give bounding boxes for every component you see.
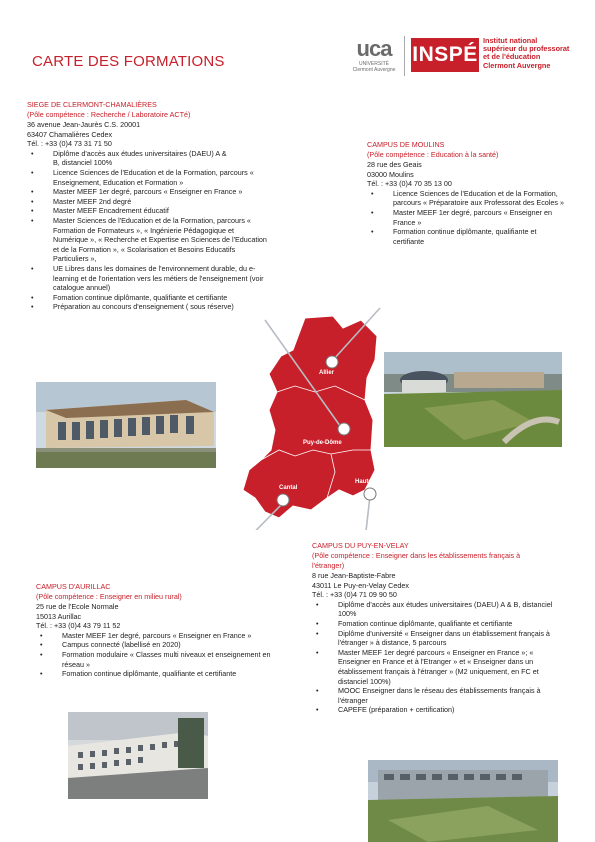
list-item: • Fomation continue diplômante, qualifiante et certifiante	[36, 669, 276, 679]
map-label-puy-de-dome: Puy-de-Dôme	[303, 440, 342, 446]
list-item: • Master MEEF 1er degré, parcours « Enseigner en France »	[367, 208, 567, 227]
list-item: • Fomation continue diplômante, qualifiante et certifiante	[27, 293, 267, 303]
map-svg	[235, 300, 405, 530]
address-line: 43011 Le Puy-en-Velay Cedex	[312, 580, 409, 590]
haute-loire-marker	[364, 488, 376, 500]
map-label-allier: Allier	[319, 370, 335, 376]
section-title: CAMPUS DU PUY-EN-VELAY	[312, 541, 409, 550]
photo-chamalieres	[36, 382, 216, 468]
list-item: • MOOC Enseigner dans le réseau des établissements français à l'étranger	[312, 686, 567, 705]
section-chamalieres	[27, 100, 267, 312]
list-item: • Master MEEF Encadrement éducatif	[27, 206, 267, 216]
photo-puy	[368, 760, 558, 842]
list-item: • Master Sciences de l'Education et de la Formation, parcours « Formation de Formateurs », « Ingénierie Pédagogique et Numérique », « Recherche et Expertise en Sciences de l'Education et de la Formation », « Scolarisation et Besoins Educatifs Particuliers »,	[27, 216, 267, 264]
section-aurillac	[36, 582, 276, 679]
list-item: • Licence Sciences de l'Education et de la Formation, parcours « Préparatoire aux Professorat des Ecoles »	[367, 189, 567, 208]
phone-line: Tél. : +33 (0)4 71 09 90 50	[312, 590, 397, 600]
inspe-line4: Clermont Auvergne	[483, 60, 551, 70]
logo-separator	[404, 36, 405, 76]
list-item: • Formation modulaire « Classes multi niveaux et enseignement en réseau »	[36, 650, 276, 669]
list-item: • Diplôme d'accès aux études universitaires (DAEU) A & B, distanciel 100%	[27, 149, 267, 168]
phone-line: Tél. : +33 (0)4 70 35 13 00	[367, 179, 452, 189]
photo-moulins	[384, 352, 562, 447]
photo-aurillac	[68, 712, 208, 799]
address-line: 25 rue de l'Ecole Normale	[36, 602, 119, 611]
uca-logo-sub2: Clermont Auvergne	[352, 66, 396, 73]
section-pole: (Pôle compétence : Education à la santé)	[367, 150, 499, 159]
puy-de-dome-marker	[338, 423, 350, 435]
list-item: • Formation continue diplômante, qualifiante et certifiante	[367, 227, 567, 246]
section-pole: (Pôle compétence : Enseigner en milieu rural)	[36, 592, 182, 601]
list-item: • Préparation au concours d'enseignement ( sous réserve)	[27, 302, 267, 312]
address-line: 03000 Moulins	[367, 169, 414, 179]
section-moulins	[367, 140, 567, 246]
phone-line: Tél. : +33 (0)4 43 79 11 52	[36, 621, 121, 631]
inspe-logo-box: INSPÉ	[411, 38, 479, 72]
list-item: • CAPEFE (préparation + certification)	[312, 705, 567, 715]
section-puy	[312, 541, 567, 715]
inspe-logo-text	[483, 37, 593, 70]
address-line: 8 rue Jean-Baptiste-Fabre	[312, 571, 396, 580]
formation-list	[367, 189, 567, 247]
list-item: • Master MEEF 2nd degré	[27, 197, 267, 207]
address-line: 28 rue des Geais	[367, 160, 422, 169]
list-item: • Master MEEF 1er degré, parcours « Enseigner en France »	[27, 187, 267, 197]
address-line: 15013 Aurillac	[36, 611, 82, 621]
cantal-marker	[277, 494, 289, 506]
list-item: • Diplôme d'accès aux études universitaires (DAEU) A & B, distanciel 100%	[312, 600, 567, 619]
section-title: SIEGE DE CLERMONT-CHAMALIÈRES	[27, 100, 157, 109]
list-item: • UE Libres dans les domaines de l'environnement durable, du e-learning et de l'orientation vers les métiers de l'enseignement (voir catalogue annuel)	[27, 264, 267, 293]
section-title: CAMPUS D'AURILLAC	[36, 582, 111, 591]
formation-list	[312, 600, 567, 715]
phone-line: Tél. : +33 (0)4 73 31 71 50	[27, 139, 112, 149]
inspe-line1: Institut national	[483, 36, 538, 45]
section-pole: (Pôle compétence : Enseigner dans les établissements français à l'étranger)	[312, 551, 521, 570]
address-line: 63407 Chamalières Cedex	[27, 129, 113, 139]
list-item: • Campus connecté (labellisé en 2020)	[36, 640, 276, 650]
uca-logo-sub1: UNIVERSITÉ	[358, 61, 389, 67]
section-pole: (Pôle compétence : Recherche / Laboratoire ACTé)	[27, 110, 191, 119]
allier-marker	[326, 356, 338, 368]
list-item: • Master MEEF 1er degré parcours « Enseigner en France »; « Enseigner en France et à l'Etranger » et « Enseigner dans un établissement français à l'étranger » (M2 uniquement, en FC et distanciel 100%)	[312, 648, 567, 686]
inspe-line3: et de l'éducation	[483, 52, 541, 62]
list-item: • Licence Sciences de l'Education et de la Formation, parcours « Enseignement, Education et Formation »	[27, 168, 267, 187]
list-item: • Diplôme d'université « Enseigner dans un établissement français à l'étranger » à distance, 5 parcours	[312, 629, 567, 648]
map-label-haute-loire: Haute-Loire	[355, 479, 389, 485]
formation-list	[27, 149, 267, 312]
map-label-cantal: Cantal	[279, 485, 298, 491]
formation-list	[36, 631, 276, 679]
uca-logo	[348, 36, 400, 76]
list-item: • Master MEEF 1er degré, parcours « Enseigner en France »	[36, 631, 276, 641]
list-item: • Fomation continue diplômante, qualifiante et certifiante	[312, 619, 567, 629]
inspe-line2: supérieur du professorat	[483, 44, 570, 54]
address-line: 36 avenue Jean-Jaurès C.S. 20001	[27, 120, 141, 129]
page-title: CARTE DES FORMATIONS	[32, 53, 225, 70]
section-title: CAMPUS DE MOULINS	[367, 140, 445, 149]
auvergne-map	[235, 300, 405, 530]
pointer-line	[365, 496, 370, 530]
uca-logo-letters: uca	[356, 36, 392, 61]
